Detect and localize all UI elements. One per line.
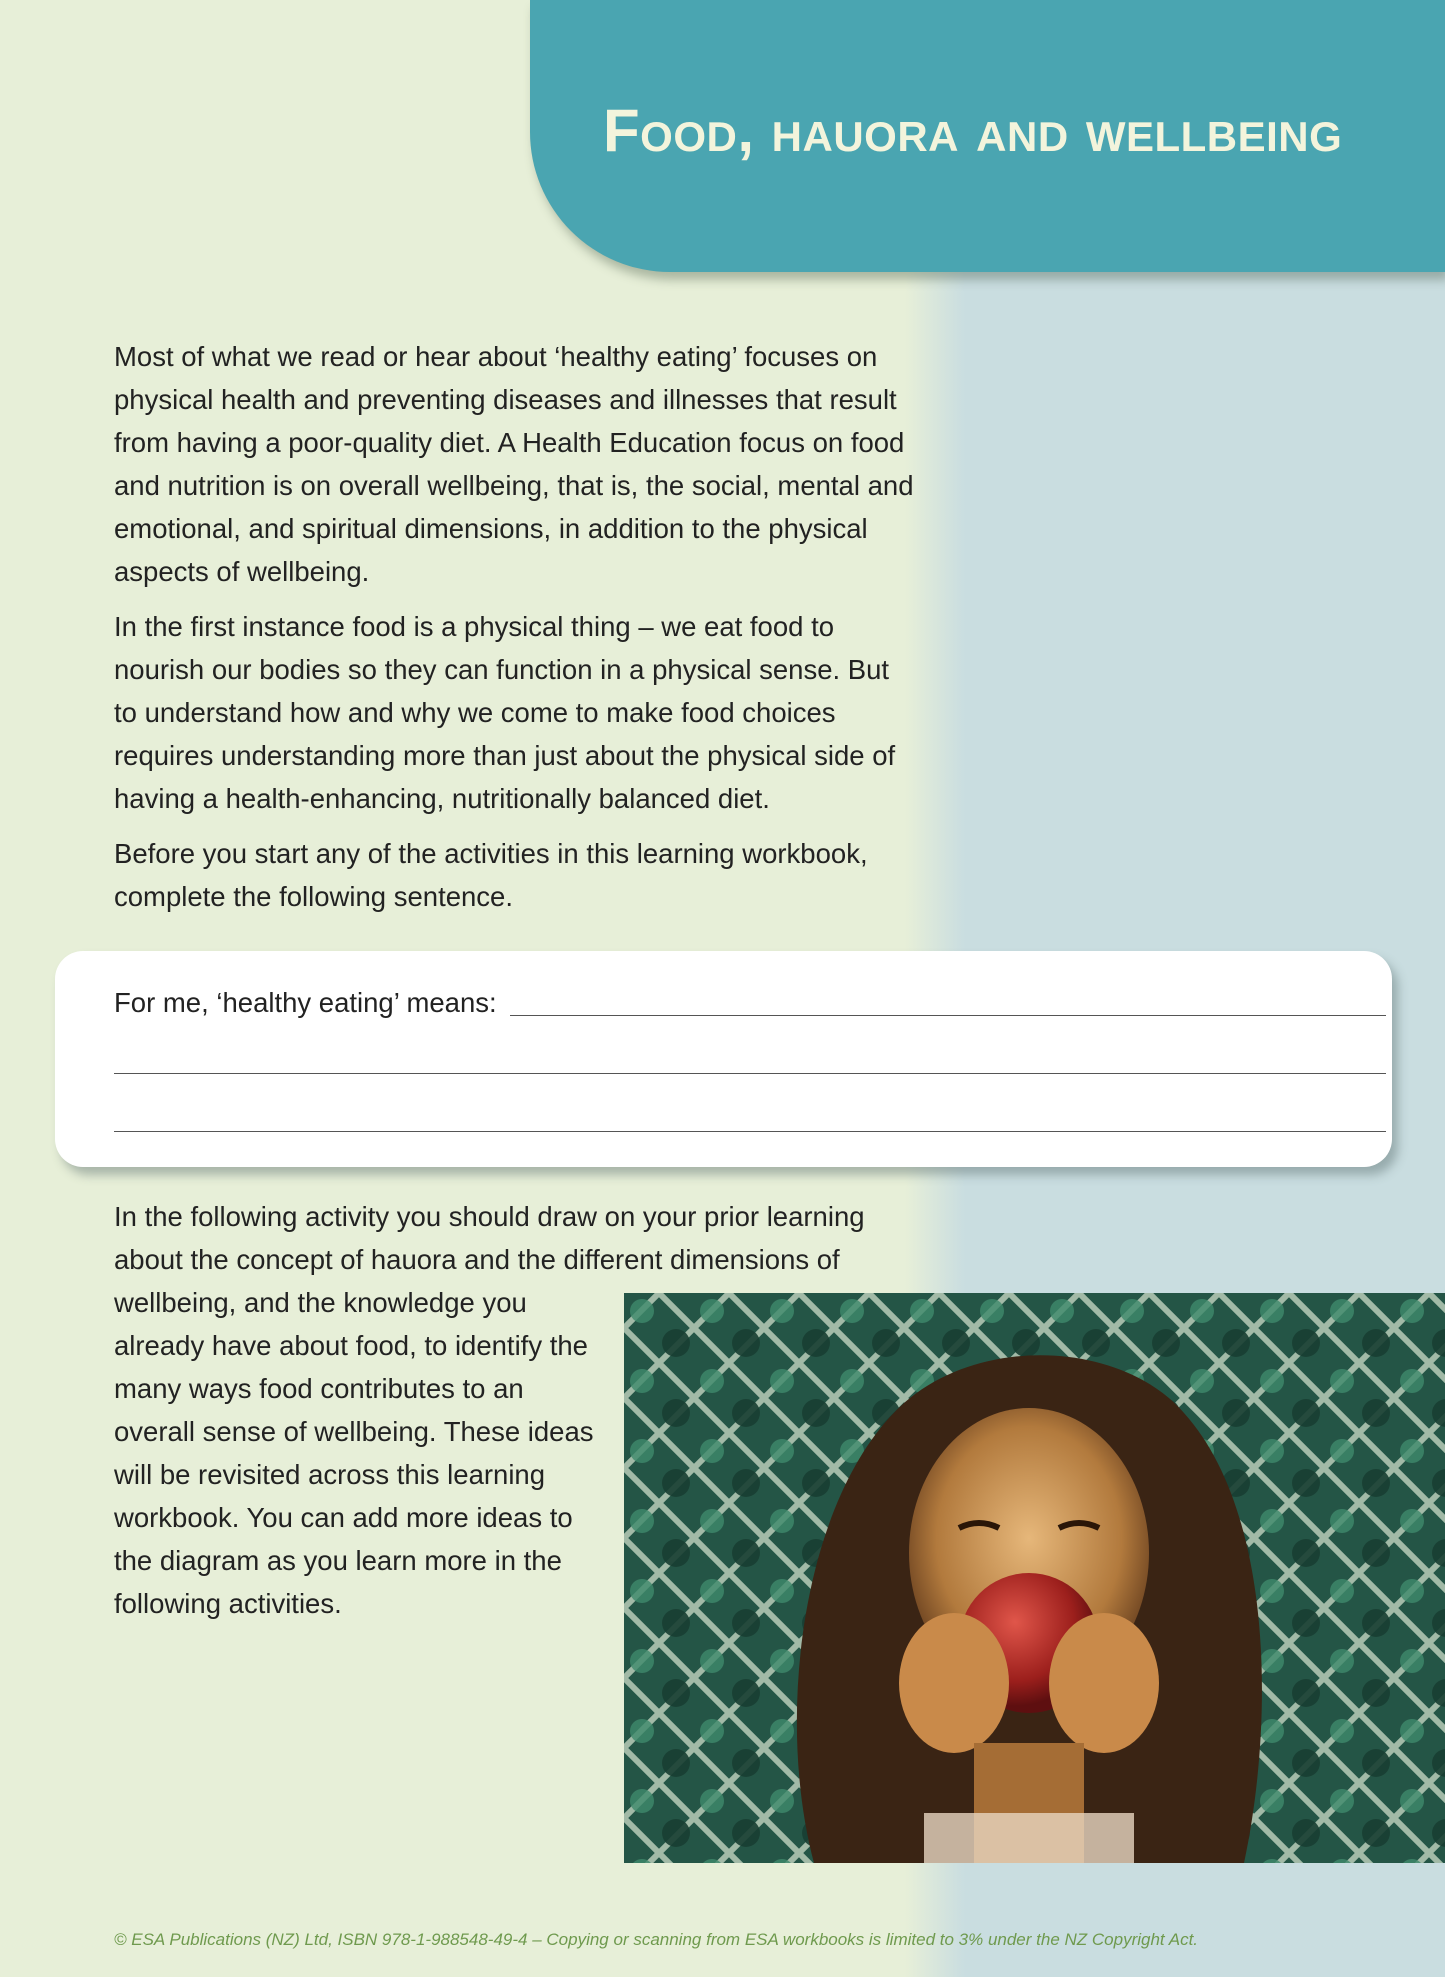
photo-illustration <box>624 1293 1445 1863</box>
answer-line-3[interactable] <box>114 1131 1386 1132</box>
page-title: Food, hauora and wellbeing <box>603 97 1343 164</box>
activity-line: many ways food contributes to an <box>114 1373 524 1404</box>
answer-line-1[interactable] <box>510 1015 1386 1016</box>
activity-line: wellbeing, and the knowledge you <box>114 1287 527 1318</box>
activity-line: workbook. You can add more ideas to <box>114 1502 573 1533</box>
answer-prompt: For me, ‘healthy eating’ means: <box>114 987 497 1018</box>
activity-line: following activities. <box>114 1588 342 1619</box>
activity-line: the diagram as you learn more in the <box>114 1545 562 1576</box>
intro-text <box>114 335 914 930</box>
copyright-footer: © ESA Publications (NZ) Ltd, ISBN 978-1-988548-49-4 – Copying or scanning from ESA workbooks is limited to 3% under the NZ Copyright Act. <box>114 1930 1199 1949</box>
activity-line: In the following activity you should draw on your prior learning <box>114 1201 865 1232</box>
activity-line: will be revisited across this learning <box>114 1459 546 1490</box>
photo-girl-eating-apple-icon <box>624 1293 1445 1863</box>
activity-line: about the concept of hauora and the different dimensions of <box>114 1244 840 1275</box>
answer-box <box>55 951 1392 1167</box>
activity-line: overall sense of wellbeing. These ideas <box>114 1416 594 1447</box>
intro-paragraph: Most of what we read or hear about ‘healthy eating’ focuses on physical health and preventing diseases and illnesses that result from having a poor-quality diet. A Health Education focus on food and nutrition is on overall wellbeing, that is, the social, mental and emotional, and spiritual dimensions, in addition to the physical aspects of wellbeing. <box>114 341 914 587</box>
intro-paragraph: Before you start any of the activities in this learning workbook, complete the following sentence. <box>114 838 868 912</box>
answer-line-2[interactable] <box>114 1073 1386 1074</box>
activity-line: already have about food, to identify the <box>114 1330 588 1361</box>
intro-paragraph: In the first instance food is a physical thing – we eat food to nourish our bodies so they can function in a physical sense. But to understand how and why we come to make food choices requires understanding more than just about the physical side of having a health-enhancing, nutritionally balanced diet. <box>114 611 896 814</box>
